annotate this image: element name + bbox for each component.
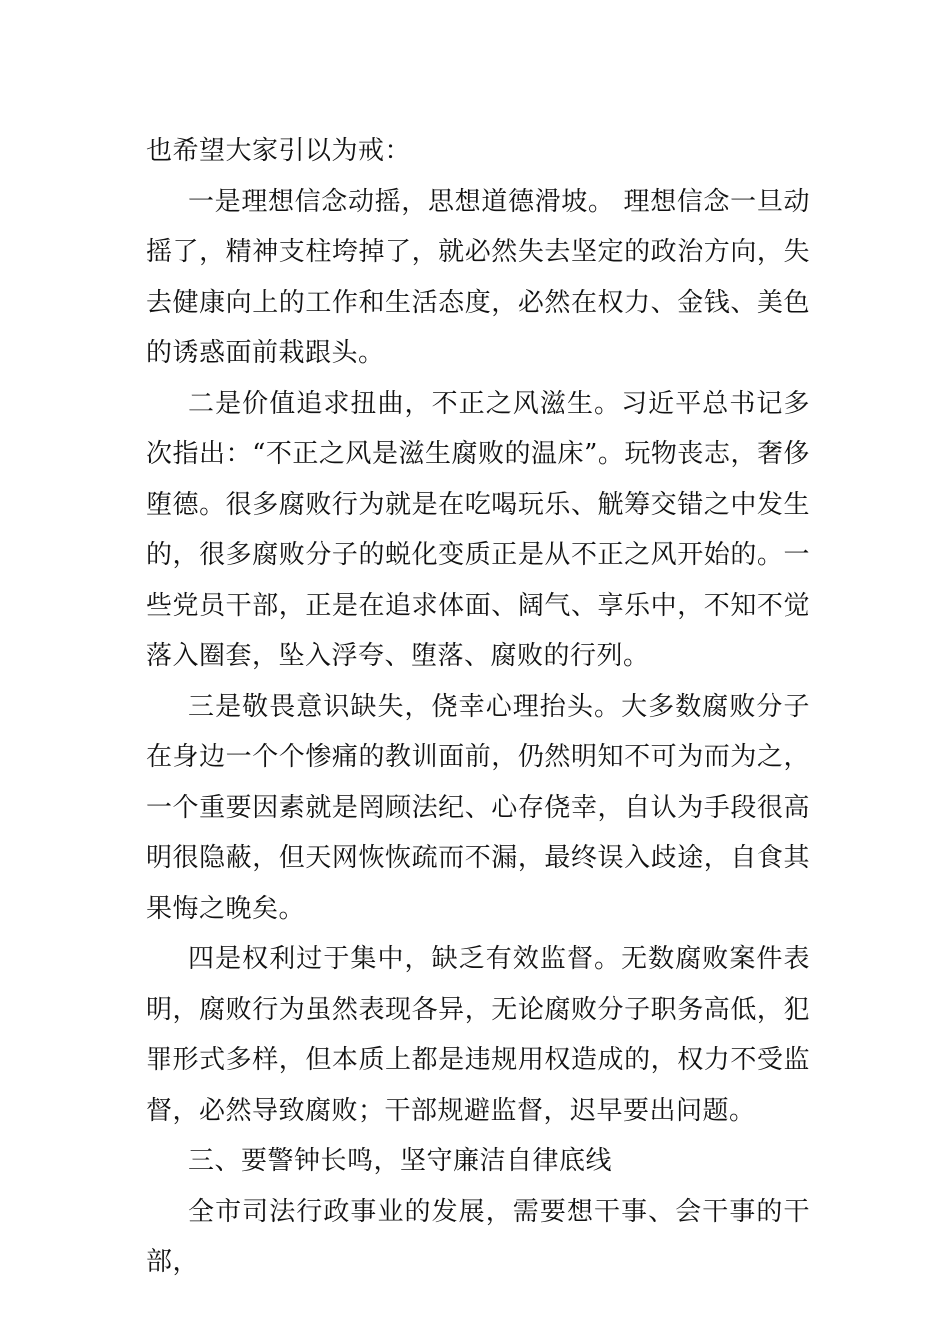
paragraph-point-four: 四是权利过于集中，缺乏有效监督。无数腐败案件表明，腐败行为虽然表现各异，无论腐败分子职务高低，犯罪形式多样，但本质上都是违规用权造成的，权力不受监督，必然导致腐败；干部规避监督，迟早要出问题。: [146, 944, 810, 1126]
paragraph-closing: 全市司法行政事业的发展，需要想干事、会干事的干部，: [146, 1196, 810, 1277]
paragraph-point-two: 二是价值追求扭曲，不正之风滋生。习近平总书记多次指出：“不正之风是滋生腐败的温床”。玩物丧志，奢侈堕德。很多腐败行为就是在吃喝玩乐、觥筹交错之中发生的，很多腐败分子的蜕化变质正是从不正之风开始的。一些党员干部，正是在追求体面、阔气、享乐中，不知不觉落入圈套，坠入浮夸、堕落、腐败的行列。: [146, 388, 810, 671]
paragraph-point-three: 三是敬畏意识缺失，侥幸心理抬头。大多数腐败分子在身边一个个惨痛的教训面前，仍然明知不可为而为之，一个重要因素就是罔顾法纪、心存侥幸，自认为手段很高明很隐蔽，但天网恢恢疏而不漏，最终误入歧途，自食其果悔之晚矣。: [146, 691, 810, 924]
paragraph-point-one: 一是理想信念动摇，思想道德滑坡。 理想信念一旦动摇了，精神支柱垮掉了，就必然失去坚定的政治方向，失去健康向上的工作和生活态度，必然在权力、金钱、美色的诱惑面前栽跟头。: [146, 186, 810, 368]
paragraph-intro: 也希望大家引以为戒：: [146, 136, 412, 166]
section-heading: 三、要警钟长鸣，坚守廉洁自律底线: [188, 1146, 613, 1176]
document-body: [146, 126, 810, 1288]
